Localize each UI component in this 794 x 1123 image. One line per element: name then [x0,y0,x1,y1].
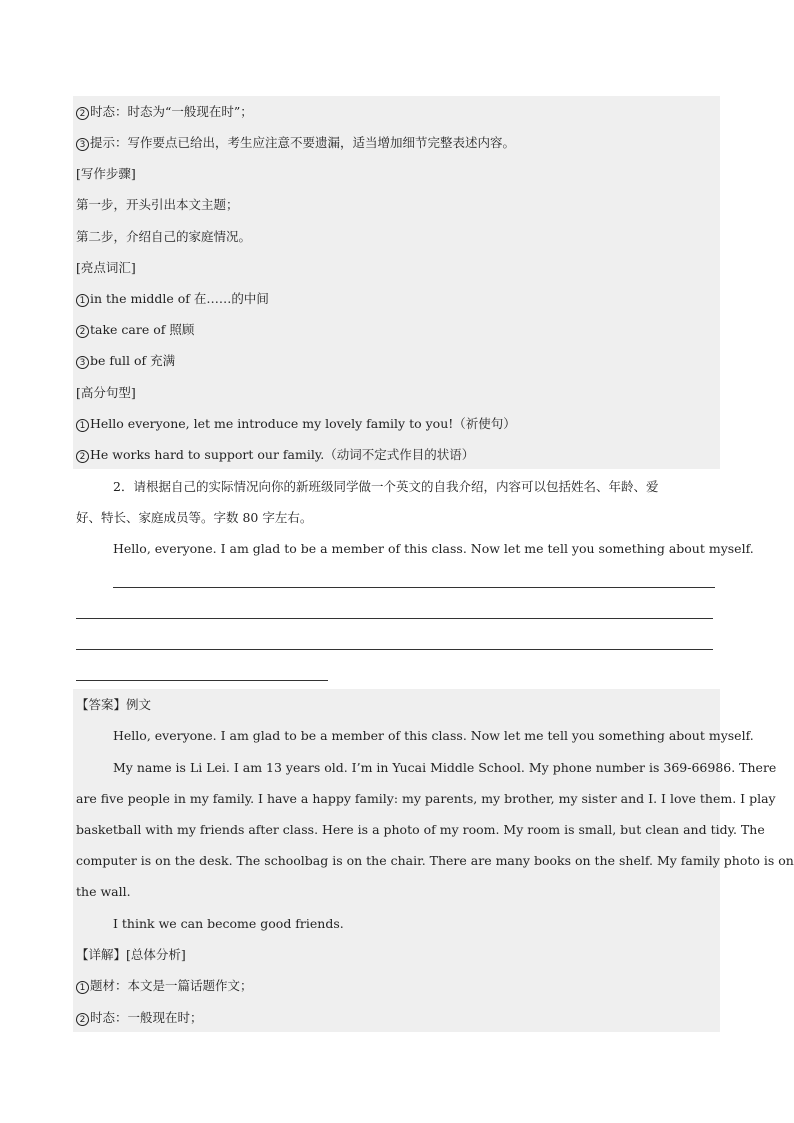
detail-item: 2 时态：一般现在时； [76,1010,203,1026]
answer-blank-line[interactable] [76,680,328,681]
answer-paragraph-line: are five people in my family. I have a happy family: my parents, my brother, my sister and I. I love them. I play [76,791,776,806]
answer-paragraph-line: basketball with my friends after class. Here is a photo of my room. My room is small, but clean and tidy. The [76,822,765,837]
section-key-vocab: [亮点词汇] [76,260,136,275]
answer-label: 【答案】例文 [76,697,152,712]
answer-paragraph: My name is Li Lei. I am 13 years old. I’m in Yucai Middle School. My phone number is 369-66986. There [113,760,777,775]
detail-label: 【详解】[总体分析] [76,947,186,962]
tense-note: 2 时态：时态为“一般现在时”； [76,104,253,120]
sentence-pattern: 1 Hello everyone, let me introduce my lovely family to you!（祈使句） [76,416,516,432]
detail-item: 1 题材：本文是一篇话题作文； [76,978,253,994]
step-one: 第一步，开头引出本文主题； [76,197,239,212]
answer-paragraph-line: the wall. [76,884,131,899]
section-sentence-patterns: [高分句型] [76,385,136,400]
vocab-item: 1 in the middle of 在……的中间 [76,291,269,307]
question-prompt-line2: 好、特长、家庭成员等。字数 80 字左右。 [76,510,313,525]
question-prompt-line1: 2．请根据自己的实际情况向你的新班级同学做一个英文的自我介绍，内容可以包括姓名、年龄、爱 [113,479,659,494]
answer-paragraph: I think we can become good friends. [113,916,344,931]
step-two: 第二步，介绍自己的家庭情况。 [76,229,252,244]
section-writing-steps: [写作步骤] [76,166,136,181]
sentence-pattern: 2 He works hard to support our family.（动词不定式作目的状语） [76,447,474,463]
vocab-item: 2 take care of 照顾 [76,322,194,338]
hint-note: 3 提示：写作要点已给出，考生应注意不要遗漏，适当增加细节完整表述内容。 [76,135,515,151]
answer-paragraph: Hello, everyone. I am glad to be a member of this class. Now let me tell you something about myself. [113,728,754,743]
answer-blank-line[interactable] [113,587,715,588]
vocab-item: 3 be full of 充满 [76,353,175,369]
shaded-block-top [73,96,720,469]
answer-blank-line[interactable] [76,649,713,650]
answer-paragraph-line: computer is on the desk. The schoolbag is on the chair. There are many books on the shelf. My family photo is on [76,853,794,868]
question-opening-sentence: Hello, everyone. I am glad to be a member of this class. Now let me tell you something about myself. [113,541,754,556]
answer-blank-line[interactable] [76,618,713,619]
